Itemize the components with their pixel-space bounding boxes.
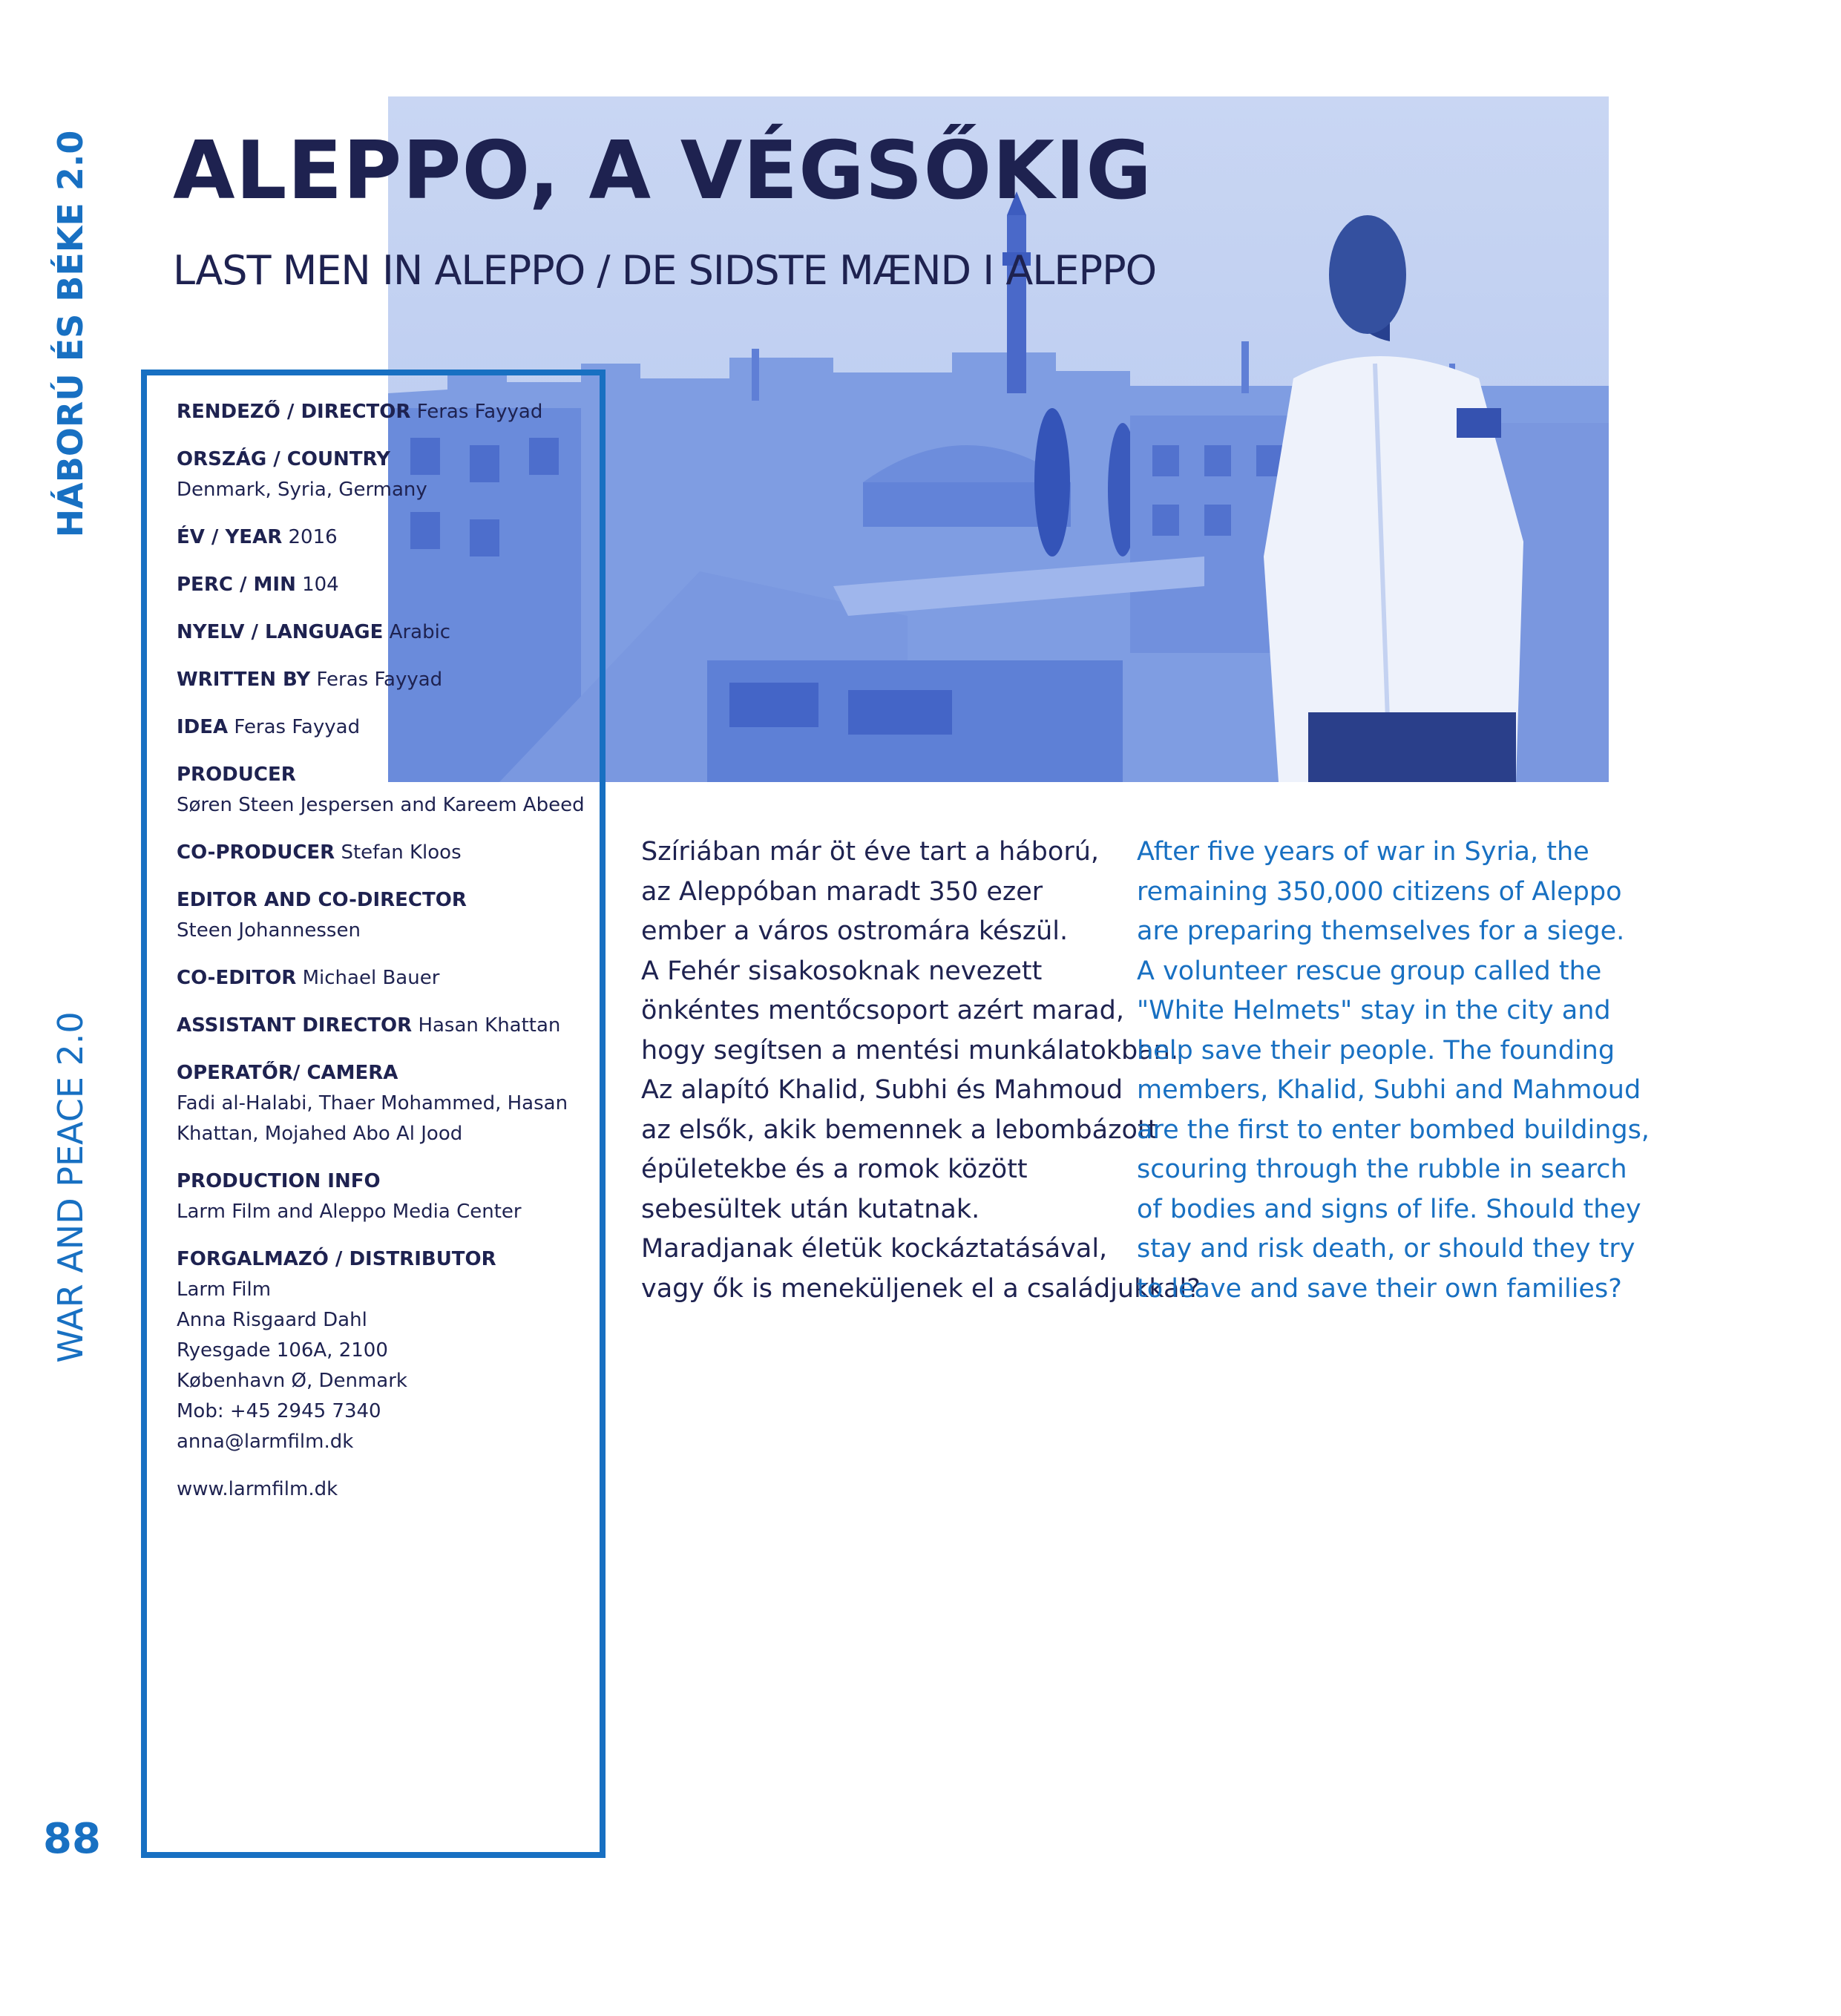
side-title-en — [45, 994, 96, 1380]
distributor-company: Larm Film — [177, 1278, 272, 1301]
synopsis-en-line: stay and risk death, or should they try — [1137, 1234, 1635, 1264]
synopsis-hu-line: hogy segítsen a mentési munkálatokban. — [641, 1035, 1178, 1066]
credit-production-info: PRODUCTION INFO Larm Film and Aleppo Media Center — [177, 1170, 522, 1223]
side-title-hu — [45, 130, 96, 538]
film-title: ALEPPO, A VÉGSŐKIG — [173, 125, 1152, 217]
synopsis-en-line: remaining 350,000 citizens of Aleppo — [1137, 876, 1622, 907]
synopsis-en-line: A volunteer rescue group called the — [1137, 956, 1602, 986]
synopsis-hu-line: Az alapító Khalid, Subhi és Mahmoud — [641, 1075, 1123, 1105]
synopsis-english — [1137, 833, 1650, 1309]
synopsis-en-line: of bodies and signs of life. Should they — [1137, 1194, 1641, 1224]
distributor-street: Ryesgade 106A, 2100 — [177, 1339, 388, 1362]
credit-language: NYELV / LANGUAGE Arabic — [177, 621, 451, 643]
synopsis-hungarian — [641, 833, 1201, 1309]
credit-co-producer: CO-PRODUCER Stefan Kloos — [177, 841, 462, 864]
credit-assistant-director: ASSISTANT DIRECTOR Hasan Khattan — [177, 1014, 561, 1037]
synopsis-en-line: scouring through the rubble in search — [1137, 1155, 1627, 1184]
synopsis-hu-line: az Aleppóban maradt 350 ezer — [641, 876, 1043, 907]
synopsis-hu-line: A Fehér sisakosoknak nevezett — [641, 956, 1043, 986]
credit-producer: PRODUCER Søren Steen Jespersen and Kareem Abeed — [177, 764, 585, 816]
synopsis-hu-line: önkéntes mentőcsoport azért marad, — [641, 996, 1124, 1025]
synopsis-en-line: "White Helmets" stay in the city and — [1137, 996, 1611, 1025]
synopsis-en-line: After five years of war in Syria, the — [1137, 837, 1589, 867]
synopsis-en-line: members, Khalid, Subhi and Mahmoud — [1137, 1075, 1641, 1105]
synopsis-hu-line: Szíriában már öt éve tart a háború, — [641, 837, 1100, 867]
synopsis-en-line: to leave and save their own families? — [1137, 1273, 1622, 1304]
credits-list — [177, 397, 592, 1522]
synopsis-hu-line: épületekbe és a romok között — [641, 1155, 1028, 1184]
synopsis-hu-line: vagy ők is meneküljenek el a családjukkal? — [641, 1273, 1201, 1304]
credit-writer: WRITTEN BY Feras Fayyad — [177, 669, 443, 691]
side-title-hu-text: HÁBORÚ ÉS BÉKE 2.0 — [50, 130, 91, 538]
distributor-website: www.larmfilm.dk — [177, 1478, 338, 1500]
synopsis-en-line: are the first to enter bombed buildings, — [1137, 1114, 1650, 1145]
credit-country: ORSZÁG / COUNTRY Denmark, Syria, Germany — [177, 448, 427, 501]
credit-distributor: FORGALMAZÓ / DISTRIBUTOR Larm Film Anna Risgaard Dahl Ryesgade 106A, 2100 København Ø, Denmark Mob: +45 2945 7340 anna@larmfilm.dk — [177, 1248, 496, 1453]
distributor-city: København Ø, Denmark — [177, 1370, 407, 1392]
film-subtitle: LAST MEN IN ALEPPO / DE SIDSTE MÆND I ALEPPO — [173, 247, 1157, 294]
page-number: 88 — [43, 1815, 101, 1863]
distributor-contact: Anna Risgaard Dahl — [177, 1309, 367, 1331]
credit-runtime: PERC / MIN 104 — [177, 574, 339, 596]
credit-editor-co-director: EDITOR AND CO-DIRECTOR Steen Johannessen — [177, 889, 467, 942]
synopsis-hu-line: sebesültek után kutatnak. — [641, 1194, 980, 1224]
synopsis-en-line: are preparing themselves for a siege. — [1137, 916, 1625, 946]
synopsis-hu-line: az elsők, akik bemennek a lebombázott — [641, 1114, 1158, 1145]
synopsis-en-line: help save their people. The founding — [1137, 1035, 1615, 1066]
synopsis-hu-line: ember a város ostromára készül. — [641, 916, 1069, 946]
credit-camera: OPERATŐR/ CAMERA Fadi al-Halabi, Thaer Mohammed, Hasan Khattan, Mojahed Abo Al Jood — [177, 1062, 568, 1145]
distributor-phone: Mob: +45 2945 7340 — [177, 1400, 381, 1422]
distributor-email: anna@larmfilm.dk — [177, 1431, 354, 1453]
credit-year: ÉV / YEAR 2016 — [177, 526, 338, 548]
side-title-en-text: WAR AND PEACE 2.0 — [50, 1011, 91, 1363]
credit-idea: IDEA Feras Fayyad — [177, 716, 361, 738]
credit-director: RENDEZŐ / DIRECTOR Feras Fayyad — [177, 401, 543, 423]
synopsis-hu-line: Maradjanak életük kockáztatásával, — [641, 1234, 1108, 1264]
credit-co-editor: CO-EDITOR Michael Bauer — [177, 967, 440, 989]
